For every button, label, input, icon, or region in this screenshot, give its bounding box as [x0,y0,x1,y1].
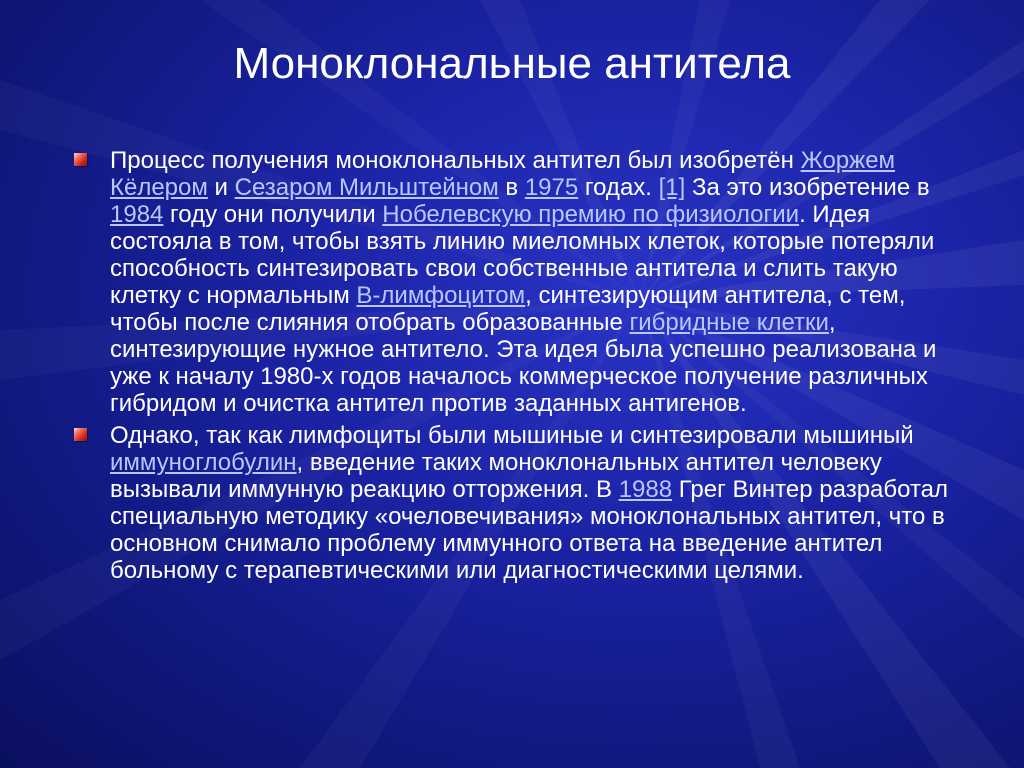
text-segment: Грег Винтер разработал специальную методику «очеловечивания» моноклональных антител, что в основном снимало проблему иммунного ответа на введение антител больному с терапевтическими или диагностическими целями. [110,476,949,584]
link-b-lymphocyte[interactable]: B-лимфоцитом [356,282,526,309]
link-1984[interactable]: 1984 [110,201,164,228]
bullet-list [70,147,970,589]
text-segment: . Идея состояла в том, чтобы взять линию миеломных клеток, которые потеряли способность синтезировать свои собственные антитела и слить такую клетку с нормальным [110,201,935,309]
bullet-square-icon [74,153,87,166]
link-1988[interactable]: 1988 [618,476,673,503]
text-segment: , введение таких моноклональных антител человеку вызывали иммунную реакцию отторжения. В [110,449,882,503]
bullet-item [70,422,970,584]
text-segment: Процесс получения моноклональных антител был изобретён [110,147,801,174]
link-immunoglobulin[interactable]: иммуноглобулин [110,449,297,476]
text-segment: и [207,174,235,201]
text-segment: году они получили [163,201,383,228]
slide-title: Моноклональные антитела [233,39,791,88]
link-nobel-prize[interactable]: Нобелевскую премию по физиологии [382,201,800,228]
text-segment: Однако, так как лимфоциты были мышиные и синтезировали мышиный [110,422,914,449]
link-koehler[interactable]: Жоржем Кёлером [110,147,896,201]
text-segment: За это изобретение в [685,174,930,201]
text-segment: , синтезирующим антитела, с тем, чтобы после слияния отобрать образованные [110,282,906,336]
bullet-text [110,147,936,417]
link-milstein[interactable]: Сезаром Мильштейном [234,174,499,201]
link-1975[interactable]: 1975 [524,174,579,201]
link-hybrid-cells[interactable]: гибридные клетки [629,309,829,336]
bullet-text [110,422,948,584]
text-segment: , синтезирующие нужное антитело. Эта идея была успешно реализована и уже к началу 1980-х годов началось коммерческое получение различных гибридом и очистка антител против заданных антигенов. [110,309,937,417]
bullet-square-icon [74,428,87,441]
text-segment: в [498,174,525,201]
bullet-item [70,147,970,417]
text-segment: годах. [578,174,659,201]
link-reference-1[interactable]: [1] [658,174,686,201]
